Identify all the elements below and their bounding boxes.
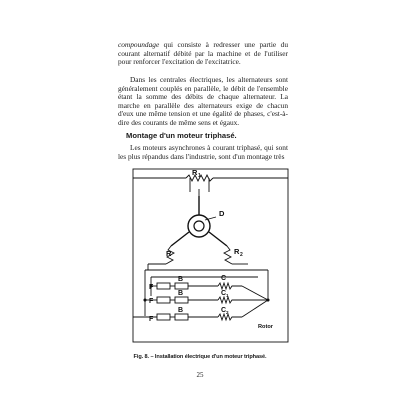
rotor-ring [188,215,210,237]
label-c1: C [221,290,227,297]
page-number: 25 [196,371,204,379]
fuse-3 [157,314,170,320]
paragraph-centrales-text: Dans les centrales électriques, les alternateurs sont généralement couplés en parallèle, le débit de l'ensemble étant la somme des débits de chaque alternateur. La marche en parallèle des alternateurs exige de chacun d'eux une même tension et une égalité de phases, c'est-à-dire des courants de même sens et égaux. [118,75,288,127]
label-c2: C [221,307,227,314]
fuse-2 [157,297,170,303]
label-block-2: B [178,290,184,297]
term-compoundage: compoundage [118,40,160,49]
label-c2-subscript: 2 [226,310,229,315]
label-r2-subscript: 2 [240,252,243,258]
label-d: D [219,209,225,218]
label-r: R [166,249,172,258]
fuse-1 [157,283,170,289]
label-block-1: B [178,276,184,283]
label-c1-subscript: 1 [226,293,229,298]
label-fuse-1: F [149,284,154,291]
label-r2: R [234,247,240,256]
block-1 [175,283,188,289]
paragraph-centrales [118,76,288,128]
coil-c2-zigzag [218,314,242,320]
coil-c-zigzag [218,283,242,289]
rotor-core [194,221,204,231]
label-r1-subscript: 1 [198,173,201,179]
label-r1: R [192,168,198,177]
section-heading: Montage d'un moteur triphasé. [126,131,237,140]
label-rotor: Rotor [258,324,273,330]
coil-c1-zigzag [218,297,242,303]
label-fuse-2: F [149,298,154,305]
rheostat-r2-zigzag [224,246,232,264]
diagram-frame [133,169,288,342]
paragraph-compoundage [118,41,288,67]
label-fuse-3: F [149,316,154,323]
label-block-3: B [178,307,184,314]
motor-wiring-diagram [108,166,298,352]
paragraph-moteurs [118,144,288,161]
label-c: C [221,275,227,282]
block-3 [175,314,188,320]
block-2 [175,297,188,303]
paragraph-moteurs-text: Les moteurs asynchrones à courant triphasé, qui sont les plus répandus dans l'industrie, sont d'un montage très [118,143,288,161]
figure-caption: Fig. 8. – Installation électrique d'un moteur triphasé. [133,354,267,360]
paragraph-compoundage-text: qui consiste à redresser une partie du courant alternatif débité par la machine et de l'utiliser pour renforcer l'excitation de l'excitatrice. [118,40,288,67]
